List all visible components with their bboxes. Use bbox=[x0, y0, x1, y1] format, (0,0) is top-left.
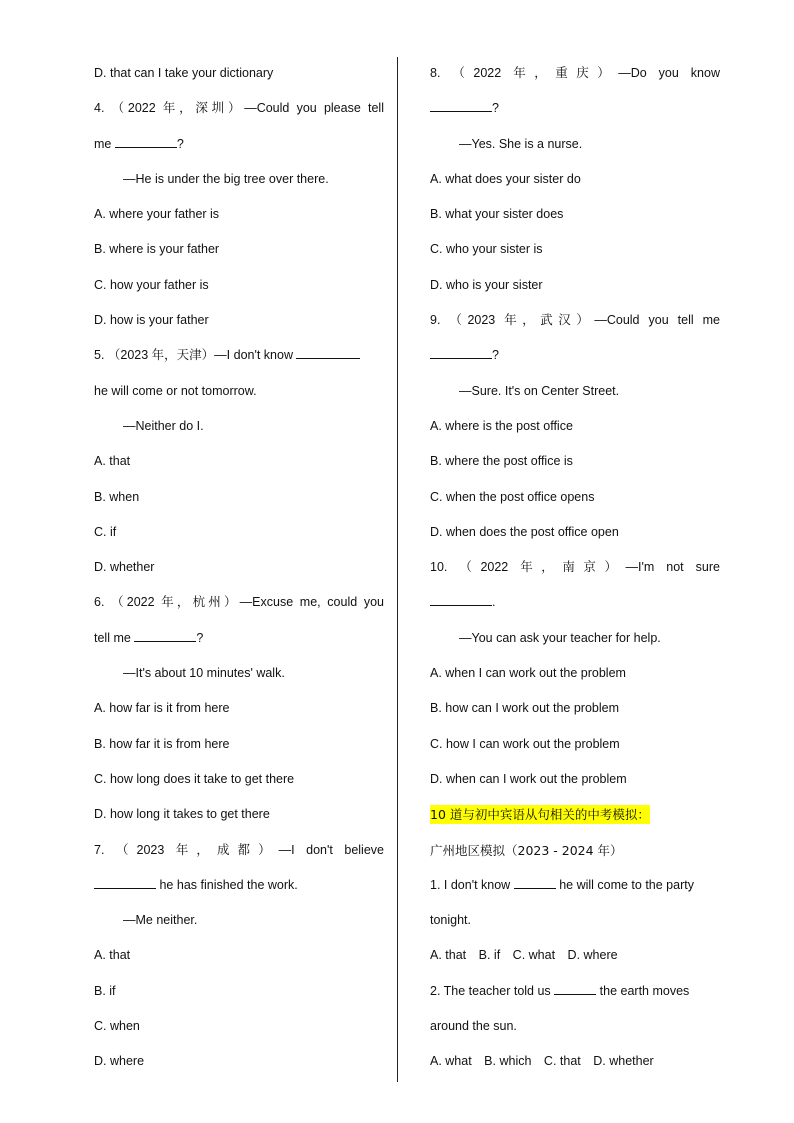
q9-response: —Sure. It's on Center Street. bbox=[459, 383, 620, 398]
q8-option-c: C. who your sister is bbox=[430, 242, 543, 257]
answer-blank bbox=[430, 593, 492, 606]
q10-response: —You can ask your teacher for help. bbox=[459, 630, 661, 645]
q6-option-c: C. how long does it take to get there bbox=[94, 771, 295, 786]
column-divider bbox=[397, 57, 398, 1082]
q9-stem-cont: ? bbox=[430, 338, 720, 373]
answer-blank bbox=[296, 346, 360, 359]
answer-blank bbox=[430, 99, 492, 112]
q5-option-a: A. that bbox=[94, 454, 131, 469]
q7-stem: 7. （2023 年，成都）—I don't believe bbox=[94, 842, 384, 857]
q8-option-d: D. who is your sister bbox=[430, 277, 543, 292]
right-column bbox=[430, 56, 720, 1080]
q5-response: —Neither do I. bbox=[123, 418, 204, 433]
q7-option-b: B. if bbox=[94, 983, 116, 998]
answer-blank bbox=[134, 629, 196, 642]
answer-blank bbox=[94, 876, 156, 889]
q7-option-a: A. that bbox=[94, 948, 131, 963]
m2-options: A. what B. which C. that D. whether bbox=[430, 1054, 654, 1069]
answer-blank bbox=[115, 135, 177, 148]
left-column bbox=[94, 56, 384, 1080]
answer-blank bbox=[554, 982, 596, 995]
section-subtitle: 广州地区模拟（2023 - 2024 年） bbox=[430, 842, 623, 858]
q4-stem: 4. （2022 年，深圳）—Could you please tell bbox=[94, 101, 384, 116]
q3-option-d: D. that can I take your dictionary bbox=[94, 66, 274, 80]
q4-option-c: C. how your father is bbox=[94, 277, 209, 292]
q4-option-a: A. where your father is bbox=[94, 207, 220, 222]
q10-option-d: D. when can I work out the problem bbox=[430, 771, 627, 786]
q9-option-c: C. when the post office opens bbox=[430, 489, 595, 504]
q9-option-b: B. where the post office is bbox=[430, 454, 573, 469]
q8-response: —Yes. She is a nurse. bbox=[459, 136, 583, 151]
m2-stem: 2. The teacher told us the earth moves bbox=[430, 983, 690, 998]
q6-stem-cont: tell me ? bbox=[94, 630, 204, 645]
m1-stem: 1. I don't know he will come to the party bbox=[430, 877, 694, 892]
q8-stem: 8. （2022 年，重庆）—Do you know bbox=[430, 66, 720, 80]
answer-blank bbox=[430, 346, 492, 359]
q6-stem: 6. （2022 年，杭州）—Excuse me, could you bbox=[94, 595, 384, 610]
q7-stem-cont: he has finished the work. bbox=[94, 868, 384, 903]
q6-option-a: A. how far is it from here bbox=[94, 701, 230, 716]
q8-stem-cont: ? bbox=[430, 91, 720, 126]
m1-stem-cont: tonight. bbox=[430, 913, 472, 928]
q4-option-b: B. where is your father bbox=[94, 242, 220, 257]
q7-option-d: D. where bbox=[94, 1054, 145, 1069]
q5-stem-cont: he will come or not tomorrow. bbox=[94, 383, 257, 398]
q4-response: —He is under the big tree over there. bbox=[123, 171, 329, 186]
q7-option-c: C. when bbox=[94, 1019, 140, 1034]
q5-stem: 5. （2023 年，天津）—I don't know bbox=[94, 338, 384, 373]
m2-stem-cont: around the sun. bbox=[430, 1019, 517, 1034]
q10-option-a: A. when I can work out the problem bbox=[430, 666, 626, 681]
q10-option-c: C. how I can work out the problem bbox=[430, 736, 620, 751]
q9-stem: 9. （2023 年，武汉）—Could you tell me bbox=[430, 313, 720, 328]
q4-option-d: D. how is your father bbox=[94, 313, 209, 328]
q5-option-c: C. if bbox=[94, 524, 117, 539]
q10-stem-cont: . bbox=[430, 585, 720, 620]
q5-option-d: D. whether bbox=[94, 560, 155, 575]
q9-option-a: A. where is the post office bbox=[430, 418, 573, 433]
m1-options: A. that B. if C. what D. where bbox=[430, 948, 618, 963]
q9-option-d: D. when does the post office open bbox=[430, 524, 619, 539]
q6-response: —It's about 10 minutes' walk. bbox=[123, 666, 285, 681]
q8-option-a: A. what does your sister do bbox=[430, 171, 581, 186]
q10-option-b: B. how can I work out the problem bbox=[430, 701, 619, 716]
q6-option-d: D. how long it takes to get there bbox=[94, 807, 270, 822]
q7-response: —Me neither. bbox=[123, 913, 198, 928]
q10-stem: 10. （2022 年，南京）—I'm not sure bbox=[430, 560, 720, 575]
q4-stem-cont: me ? bbox=[94, 136, 184, 151]
q5-option-b: B. when bbox=[94, 489, 140, 504]
q6-option-b: B. how far it is from here bbox=[94, 736, 230, 751]
q8-option-b: B. what your sister does bbox=[430, 207, 564, 222]
answer-blank bbox=[514, 876, 556, 889]
section-title: 10 道与初中宾语从句相关的中考模拟： bbox=[430, 807, 650, 823]
